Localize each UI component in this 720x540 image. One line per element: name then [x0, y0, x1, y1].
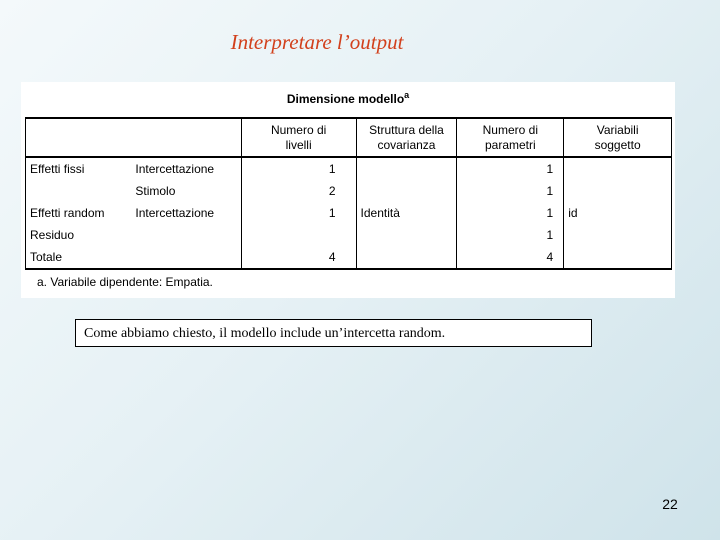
table-header-row: [26, 118, 672, 157]
header-numero-livelli: Numero di livelli: [241, 118, 356, 157]
cell-subject: id: [564, 202, 672, 224]
row-group-label: Residuo: [26, 224, 132, 246]
row-term-label: Intercettazione: [131, 202, 241, 224]
cell-params: 1: [457, 202, 564, 224]
output-table-panel: [21, 82, 675, 298]
table-row: [26, 180, 672, 202]
row-group-label: Effetti fissi: [26, 157, 132, 180]
header-numero-parametri: Numero di parametri: [457, 118, 564, 157]
row-term-label: [131, 246, 241, 269]
row-term-label: Intercettazione: [131, 157, 241, 180]
caption-footnote-mark: a: [404, 90, 410, 100]
explanation-note: Come abbiamo chiesto, il modello include un’intercetta random.: [75, 319, 592, 347]
table-row: [26, 224, 672, 246]
table-caption: Dimensione modello$^a$: [286, 90, 410, 106]
cell-levels: 4: [241, 246, 356, 269]
cell-subject: [564, 224, 672, 246]
model-dimension-table: [25, 117, 672, 270]
cell-structure: [356, 180, 457, 202]
header-struttura-covarianza: Struttura della covarianza: [356, 118, 457, 157]
row-group-label: [26, 180, 132, 202]
cell-subject: [564, 246, 672, 269]
cell-structure: [356, 157, 457, 180]
row-group-label: Totale: [26, 246, 132, 269]
header-variabili-soggetto: Variabili soggetto: [564, 118, 672, 157]
cell-structure: [356, 224, 457, 246]
cell-subject: [564, 180, 672, 202]
cell-params: 4: [457, 246, 564, 269]
cell-structure: [356, 246, 457, 269]
cell-params: 1: [457, 157, 564, 180]
header-blank-term: [131, 118, 241, 157]
cell-params: 1: [457, 224, 564, 246]
cell-levels: 1: [241, 157, 356, 180]
cell-levels: 2: [241, 180, 356, 202]
slide-title: Interpretare l’output: [230, 30, 404, 54]
cell-levels: 1: [241, 202, 356, 224]
page-number: 22: [662, 496, 678, 512]
table-row: [26, 202, 672, 224]
header-blank-group: [26, 118, 132, 157]
row-group-label: Effetti random: [26, 202, 132, 224]
table-footnote: a. Variabile dipendente: Empatia.: [37, 275, 213, 289]
row-term-label: [131, 224, 241, 246]
cell-subject: [564, 157, 672, 180]
row-term-label: Stimolo: [131, 180, 241, 202]
cell-params: 1: [457, 180, 564, 202]
cell-levels: [241, 224, 356, 246]
table-row: [26, 157, 672, 180]
table-row-total: [26, 246, 672, 269]
cell-structure: Identità: [356, 202, 457, 224]
